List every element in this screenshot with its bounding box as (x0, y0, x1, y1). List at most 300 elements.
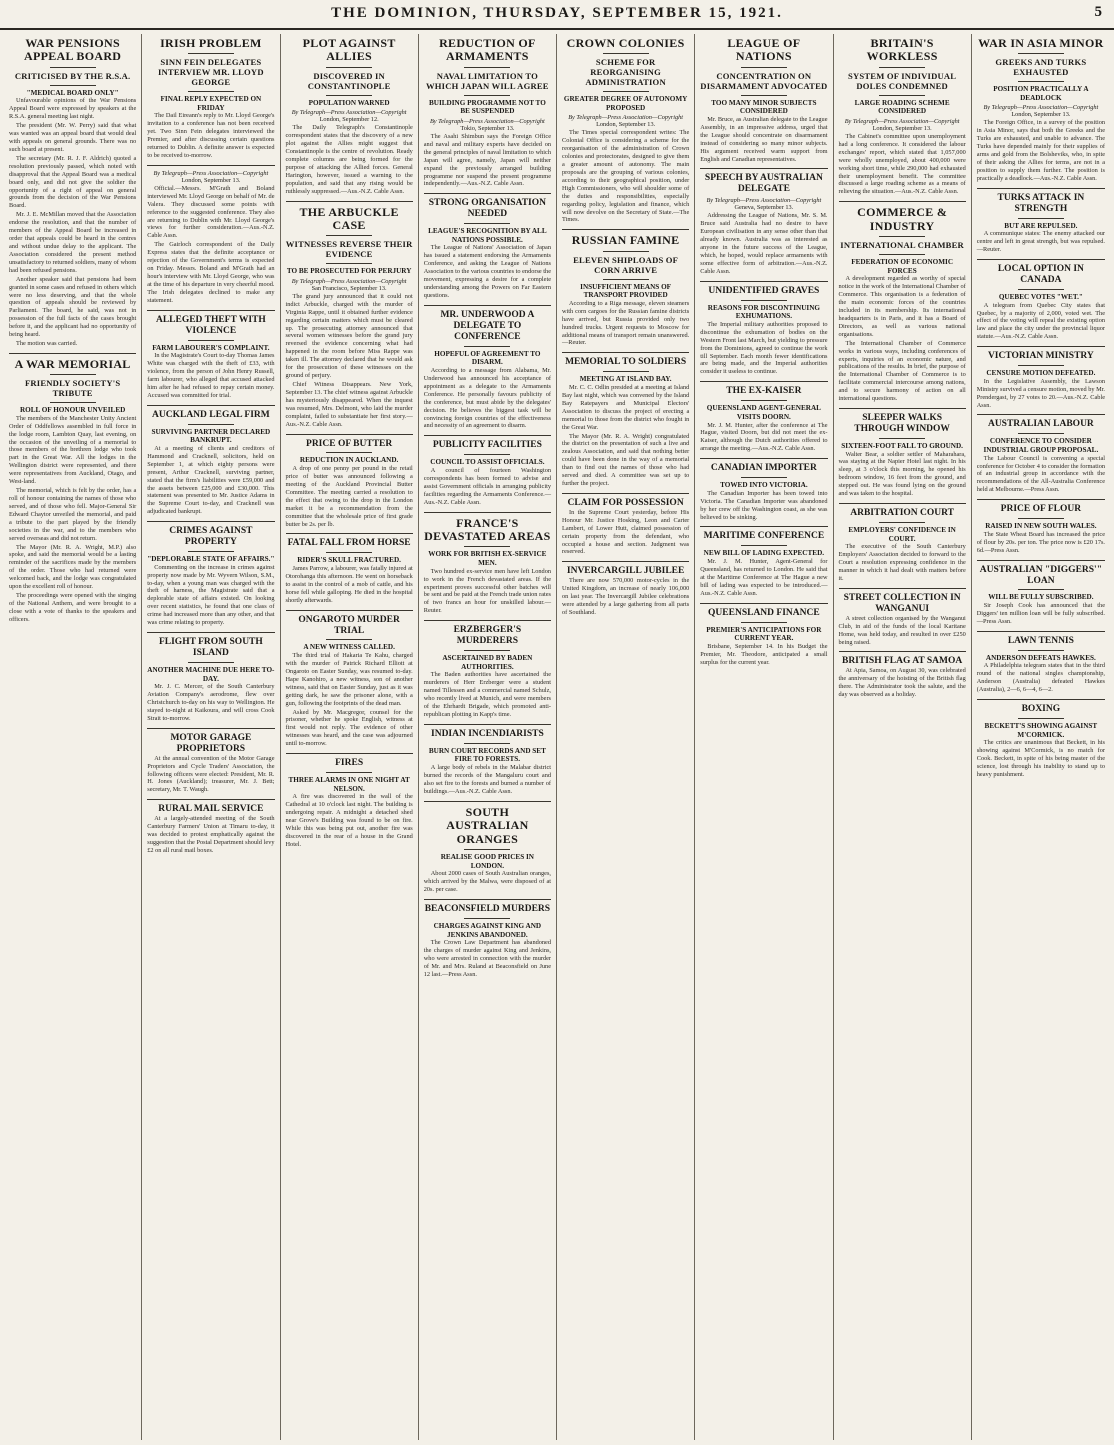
article-divider (286, 753, 413, 754)
headline-rule (741, 67, 787, 68)
headline-rule (741, 477, 787, 478)
article-divider (286, 434, 413, 435)
article (562, 229, 689, 347)
news-column-6 (695, 34, 833, 1440)
article-subheading: LAWN TENNIS (1007, 635, 1074, 646)
article-deck: TOO MANY MINOR SUBJECTS CONSIDERED (711, 98, 817, 116)
article-subheading: CONCENTRATION ON DISARMAMENT ADVOCATED (700, 70, 828, 91)
article-subheading: PRICE OF FLOUR (1000, 504, 1082, 515)
headline-rule (188, 551, 234, 552)
article (286, 533, 413, 604)
headline-rule (464, 849, 510, 850)
article-paragraph: At the annual convention of the Motor Garage Proprietors and Cycle Traders' Association, the following officers were elected: President, Mr. R. H. Jones (Auckland); treasurer, Mr. J. Bett; secretary, Mr. T. Waugh. (147, 754, 275, 794)
article-divider (424, 305, 551, 306)
article-deck: QUEBEC VOTES "WET." (998, 292, 1083, 301)
article-deck: CENSURE MOTION DEFEATED. (986, 369, 1096, 378)
headline-rule (1018, 365, 1064, 366)
article-divider (700, 526, 827, 527)
article-paragraph: Sir Joseph Cook has announced that the Diggers' ten million loan will be fully subscribed.—Press Assn. (976, 602, 1105, 625)
article-paragraph: A drop of one penny per pound in the retail price of butter was announced following a meeting of the Auckland Provincial Butter Committee. The meeting carried a resolution to the effect that owing to the drop in the London market it be a recommendation from the committee that the wholesale price of first grade butter be 2s. per lb. (285, 465, 413, 528)
article (700, 281, 827, 377)
headline-rule (326, 263, 372, 264)
article-subheading: BRITISH FLAG AT SAMOA (841, 656, 963, 667)
article-paragraph: Mr. C. C. Odlin presided at a meeting at Island Bay last night, which was convened by the Island Bay Ratepayers and Municipal Electors' Association to discuss the project of erecting a memorial to those from the district who fought in the Great War. (562, 383, 690, 431)
article (839, 408, 966, 498)
article-divider (839, 201, 966, 202)
article-paragraph: The Foreign Office, in a survey of the position in Asia Minor, says that both the Greeks and the Turks are exhausted, and unable to advance. The Turks have depended mainly for their supplies of arms and gold from the Bolsheviks, who, in spite of their asking the Allies for terms, are not in a position to supply them further. The position is practically a deadlock.—Aus.-N.Z. Cable Assn. (976, 119, 1105, 182)
article (562, 493, 689, 556)
headline-rule (188, 662, 234, 663)
article-paragraph: The proceedings were opened with the singing of the National Anthem, and were brought to a close with a vote of thanks to the speakers and officers. (9, 592, 137, 623)
article-subheading: STREET COLLECTION IN WANGANUI (843, 592, 961, 614)
news-column-3 (281, 34, 419, 1440)
article-divider (424, 724, 551, 725)
article (147, 728, 274, 794)
article-divider (700, 458, 827, 459)
article (977, 499, 1105, 554)
article (286, 610, 413, 749)
article-deck: EMPLOYERS' CONFIDENCE IN COURT. (848, 526, 956, 543)
article-subheading: RURAL MAIL SERVICE (158, 804, 264, 815)
article-subheading: CLAIM FOR POSSESSION (567, 497, 684, 508)
article-paragraph: A development regarded as worthy of special notice in the work of the International Chamber of Commerce. This organisation is a federation of the main economic forces of the countries included in its membership. Its international headquarters is in Paris, and it has a Board of Directors, as well as various national organisations. (838, 275, 966, 338)
article-divider (977, 259, 1105, 260)
article-deck: TO BE PROSECUTED FOR PERJURY (286, 267, 412, 276)
article-paragraph: Chief Witness Disappears. New York, September 13. The chief witness against Arbuckle has mysteriously disappeared. When the inquest was resumed, Mrs. Delmont, who laid the murder complaint, failed to substantiate her first story.—Aus.-N.Z. Cable Assn. (285, 380, 413, 428)
article (424, 37, 551, 188)
headline-rule (326, 67, 372, 68)
article-deck: TOWED INTO VICTORIA. (720, 481, 808, 490)
article-paragraph: A council of fourteen Washington correspondents has been formed to advise and assist Government officials in arranging publicity facilities regarding the Armaments Conference.—Aus.-N.Z. Cable Assn. (423, 466, 551, 506)
headline-rule (603, 53, 649, 54)
article-paragraph: A communique states: The enemy attacked our centre and left in great strength, but was repulsed.—Reuter. (976, 230, 1105, 254)
headline-rule (464, 454, 510, 455)
article-dateline: San Francisco, September 13. (311, 284, 387, 292)
article (977, 259, 1105, 341)
article-deck: BUT ARE REPULSED. (1004, 221, 1078, 230)
headline-rule (50, 374, 96, 375)
article-paragraph: Brisbane, September 14. In his Budget the Premier, Mr. Theodore, anticipated a small surplus for the current year. (700, 642, 828, 666)
article-divider (562, 352, 689, 353)
headline-rule (188, 91, 234, 92)
article-paragraph: The Dail Eireann's reply to Mr. Lloyd George's invitation to a conference has not been received yet. Two Sinn Fein delegates interviewed the Premier, and after discussing certain questions returned to Dublin. A definite answer is expected to be received to-morrow. (147, 112, 275, 159)
article-paragraph: Another speaker said that pensions had been granted in some cases and refused in others which were no less deserving, and that the whole question of appeals should be reviewed by Parliament. The board, he said, was not in possession of the full facts of the cases brought before it, and the applicant had no opportunity of being heard. (9, 275, 137, 339)
article (147, 799, 274, 855)
article-divider (562, 561, 689, 562)
news-column-2 (142, 34, 280, 1440)
article-headline: FRANCE'S DEVASTATED AREAS (424, 515, 551, 543)
newspaper-title: THE DOMINION, THURSDAY, SEPTEMBER 15, 1921. (331, 5, 783, 21)
article-divider (424, 620, 551, 621)
article-deck: PREMIER'S ANTICIPATIONS FOR CURRENT YEAR. (706, 625, 822, 643)
article (700, 37, 827, 163)
news-column-5 (557, 34, 695, 1440)
article-divider (839, 588, 966, 589)
article-deck: ROLL OF HONOUR UNVEILED (19, 406, 126, 415)
article-subheading: LOCAL OPTION IN CANADA (997, 264, 1084, 286)
article-paragraph: The Imperial military authorities proposed to discontinue the exhumation of bodies on the Western Front last March, but yielding to pressure from the Dominions, agreed to continue the work till September. Each month fewer identifications are being made, and the Imperial authorities consider it useless to continue. (700, 320, 828, 376)
article-deck: A NEW WITNESS CALLED. (303, 643, 395, 652)
article-deck: SURVIVING PARTNER DECLARED BANKRUPT. (151, 427, 271, 445)
article-dateline: Tokio, September 13. (460, 124, 515, 132)
article (147, 405, 274, 517)
article (147, 37, 274, 160)
article-deck: WILL BE FULLY SUBSCRIBED. (988, 593, 1094, 602)
article (562, 37, 689, 224)
article-divider (839, 408, 966, 409)
article-deck: POSITION PRACTICALLY A DEADLOCK (993, 85, 1089, 102)
article (147, 310, 274, 400)
headline-rule (464, 743, 510, 744)
article-paragraph: Mr. J. M. Hunter, after the conference at The Hague, visited Doorn, but did not meet the ex-Kaiser, although the Dutch authorities offered to arrange the meeting.—Aus.-N.Z. Cable Assn. (700, 421, 828, 453)
article-subheading: VICTORIAN MINISTRY (987, 351, 1094, 362)
article-paragraph: The State Wheat Board has increased the price of flour by 20s. per ton. The price now is £20 17s. 6d.—Press Assn. (976, 530, 1105, 554)
article-divider (700, 281, 827, 282)
article-divider (977, 560, 1105, 561)
article (286, 201, 413, 429)
article (700, 168, 827, 275)
article-paragraph: The Mayor (Mr. R. A. Wright) congratulated the district on the presentation of such a live and zealous Association, and said that nothing better could have been done in the way of a memorial than to find out the names of those who had served and died. A committee was set up to further the project. (562, 432, 690, 488)
article-dateline: London, September 13. (181, 176, 241, 184)
article-paragraph: The International Chamber of Commerce works in various ways, including conferences of experts, inquiries of an economic nature, and publications of the results. In brief, the purpose of the International Chamber of Commerce is to facilitate commercial intercourse among nations, and to secure harmony of action on all international questions. (838, 339, 966, 403)
article-deck: POPULATION WARNED (308, 98, 390, 107)
article-subheading: MEMORIAL TO SOLDIERS (565, 357, 687, 368)
article-headline: WAR IN ASIA MINOR (978, 36, 1104, 50)
article-divider (286, 533, 413, 534)
article-subheading: MOTOR GARAGE PROPRIETORS (170, 732, 252, 754)
article-subheading: ONGAROTO MURDER TRIAL (298, 614, 400, 636)
article-deck: RIDER'S SKULL FRACTURED. (297, 556, 401, 565)
article-deck: BECKETT'S SHOWING AGAINST M'CORMICK. (984, 722, 1098, 739)
article-deck: BUILDING PROGRAMME NOT TO BE SUSPENDED (428, 98, 546, 116)
article-deck: GREATER DEGREE OF AUTONOMY PROPOSED (563, 95, 688, 112)
article-paragraph: The League of Nations' Association of Japan has issued a statement endorsing the Armaments Conference, and asking the League of Nations Association to the various countries to endorse the movement, expressing a desire for a complete understanding among the Powers on Far Eastern questions. (423, 244, 551, 300)
article (424, 305, 551, 430)
article-deck: CHARGES AGAINST KING AND JENKINS ABANDONED. (433, 922, 542, 939)
article (424, 801, 551, 894)
article (977, 414, 1105, 494)
article-headline: CROWN COLONIES (566, 36, 685, 50)
article-byline: By Telegraph—Press Association—Copyright (568, 114, 684, 122)
article (286, 753, 413, 849)
article-paragraph: About 2000 cases of South Australian oranges, which arrived by the Malwa, were disposed of at 20s. per case. (423, 870, 551, 894)
article-subheading: INVERCARGILL JUBILEE (566, 566, 685, 577)
headline-rule (1018, 53, 1064, 54)
article-deck: LEAGUE'S RECOGNITION BY ALL NATIONS POSSIBLE. (428, 227, 547, 244)
news-column-4 (419, 34, 557, 1440)
article-paragraph: In the Legislative Assembly, the Lawson Ministry survived a censure motion, moved by Mr. Prendergast, by 27 votes to 20.—Aus.-N.Z. Cable Assn. (976, 377, 1105, 409)
article-paragraph: Mr. J. M. Hunter, Agent-General for Queensland, has returned to London. He said that at the Maritime Conference at The Hague a new bill of lading was expected to be introduced.—Aus.-N.Z. Cable Assn. (700, 558, 828, 597)
article-paragraph: At Apia, Samoa, on August 30, was celebrated the anniversary of the hoisting of the British flag there. The Administrator took the salute, and the day was observed as a holiday. (838, 667, 966, 699)
article (424, 899, 551, 979)
article-headline: SOUTH AUSTRALIAN ORANGES (446, 804, 529, 846)
article-paragraph: According to a Riga message, eleven steamers with corn cargoes for the Russian famine districts have arrived, but Russia provided only two hundred trucks. Urgent requests to Moscow for additional means of transport remain unanswered.—Reuter. (562, 299, 690, 347)
article-divider (562, 493, 689, 494)
article-paragraph: The Cabinet's committee upon unemployment had a long conference. It considered the labour exchanges' report, which stated that 1,057,000 were wholly unemployed, about 400,000 were working short time, while 290,000 had exhausted their unemployment benefit. The committee discussed a large roading scheme as a means of relieving the situation.—Aus.-N.Z. Cable Assn. (838, 132, 966, 196)
article-deck: BURN COURT RECORDS AND SET FIRE TO FORESTS. (428, 746, 546, 764)
headline-rule (1018, 218, 1064, 219)
article (977, 346, 1105, 409)
article-divider (700, 381, 827, 382)
headline-rule (464, 650, 510, 651)
headline-rule (326, 95, 372, 96)
article-paragraph: The grand jury announced that it could not indict Arbuckle, charged with the murder of Virginia Rappe, until it obtained further evidence regarding certain matters which must be cleared up. The prosecuting attorney announced that several women witnesses before the grand jury reversed the evidence concerning what had happened in the room before Miss Rappe was taken ill. The attorney declared that he would ask for the prosecution of these witnesses on the ground of perjury. (285, 292, 413, 380)
article (977, 631, 1105, 694)
headline-rule (50, 402, 96, 403)
article-deck: FINAL REPLY EXPECTED ON FRIDAY (160, 95, 262, 112)
headline-rule (326, 235, 372, 236)
article-subheading: BEACONSFIELD MURDERS (424, 904, 551, 915)
article-divider (977, 346, 1105, 347)
article-subheading: AUSTRALIAN "DIGGERS'" LOAN (979, 564, 1102, 586)
article-byline: By Telegraph—Press Association—Copyright (429, 117, 545, 125)
article-subheading: TURKS ATTACK IN STRENGTH (997, 192, 1085, 214)
headline-rule (741, 400, 787, 401)
article-subheading: STRONG ORGANISATION NEEDED (428, 198, 547, 220)
article-deck: RAISED IN NEW SOUTH WALES. (985, 522, 1097, 531)
article (977, 188, 1105, 254)
article-subheading: ELEVEN SHIPLOADS OF CORN ARRIVE (573, 254, 679, 275)
headline-rule (464, 346, 510, 347)
article (839, 201, 966, 403)
article-byline: By Telegraph—Press Association—Copyright (706, 197, 822, 205)
article-paragraph: The executive of the South Canterbury Employers' Association decided to forward to the Court a resolution expressing confidence in the manner in which it had dealt with matters before it. (838, 543, 966, 582)
headline-rule (1018, 518, 1064, 519)
article-deck: REDUCTION IN AUCKLAND. (299, 456, 399, 465)
article-paragraph: Walter Bear, a soldier settler of Maharahara, was staying at the Napier Hotel last night. In his sleep, at 3 o'clock this morning, he opened his bedroom window, 16 feet from the ground, and stepped out. He was found lying on the ground and was taken to the hospital. (838, 450, 966, 498)
article-paragraph: A large body of rebels in the Malabar district burned the records of the Mangaluru court and also set fire to the forests and burned a number of buildings.—Aus.-N.Z. Cable Assn. (423, 764, 551, 795)
article-paragraph: A telegram from Quebec City states that Quebec, by a majority of 2,000, voted wet. The effect of the voting will repeal the existing option law and place the city under the provincial liquor statute.—Aus.-N.Z. Cable Assn. (976, 301, 1105, 341)
headline-rule (603, 279, 649, 280)
article-subheading: PRICE OF BUTTER (306, 438, 393, 449)
article-divider (147, 521, 274, 522)
article-deck: ASCERTAINED BY BADEN AUTHORITIES. (442, 654, 533, 671)
headline-rule (50, 67, 96, 68)
article-subheading: UNIDENTIFIED GRAVES (708, 285, 820, 296)
article-divider (424, 193, 551, 194)
article-deck: CONFERENCE TO CONSIDER INDUSTRIAL GROUP PROPOSAL. (983, 437, 1099, 454)
article-divider (700, 603, 827, 604)
article-divider (424, 435, 551, 436)
article-subheading: SLEEPER WALKS THROUGH WINDOW (854, 413, 950, 434)
article-subheading: DISCOVERED IN CONSTANTINOPLE (307, 70, 391, 91)
article-subheading: CANADIAN IMPORTER (710, 463, 817, 474)
article-deck: NEW BILL OF LADING EXPECTED. (703, 549, 825, 558)
article-subheading: CRIMES AGAINST PROPERTY (169, 526, 253, 548)
article-divider (147, 632, 274, 633)
article-subheading: SCHEME FOR REORGANISING ADMINISTRATION (585, 57, 666, 88)
headline-rule (188, 340, 234, 341)
article-subheading: ALLEGED THEFT WITH VIOLENCE (155, 314, 266, 336)
headline-rule (1018, 650, 1064, 651)
article-paragraph: In the Magistrate's Court to-day Thomas James White was charged with the theft of £33, with violence, from the person of John Henry Russell, farm labourer, who alleged that accused attacked him after he had refused to repay certain money. Accused was committed for trial. (147, 352, 275, 399)
article-paragraph: Two hundred ex-service men have left London to work in the French devastated areas. If the experiment proves successful other batches will be sent and be paid at the French trade union rates of two francs an hour for unskilled labour.—Reuter. (423, 567, 551, 615)
article (700, 381, 827, 453)
article-subheading: FATAL FALL FROM HORSE (287, 538, 411, 549)
headline-rule (879, 236, 925, 237)
article-subheading: INDIAN INCENDIARISTS (431, 728, 544, 739)
article (839, 37, 966, 196)
article (147, 521, 274, 627)
headline-rule (1018, 718, 1064, 719)
article-deck: COUNCIL TO ASSIST OFFICIALS. (430, 458, 545, 467)
article-paragraph: A fire was discovered in the wall of the Cathedral at 10 o'clock last night. The building is undergoing repair. A midnight a detached shed near Grove's Building was found to be on fire. While this was being put out, another fire was discovered in the rear of a house in the Grand Hotel. (285, 793, 413, 848)
article (700, 603, 827, 667)
headline-rule (603, 251, 649, 252)
article-subheading: SYSTEM OF INDIVIDUAL DOLES CONDEMNED (847, 70, 957, 91)
headline-rule (741, 622, 787, 623)
article (977, 37, 1105, 183)
article (9, 353, 136, 624)
article-subheading: AUCKLAND LEGAL FIRM (152, 409, 270, 420)
article-subheading: GREEKS AND TURKS EXHAUSTED (995, 57, 1087, 78)
article-paragraph: Mr. J. E. McMillan moved that the Association endorse the resolution, and that the number of members of the Appeal Board be increased in order that appeals could be heard in the centres and without undue delay to the applicant. The Association considered the present method unsatisfactory to returned soldiers, many of whom had been refused pensions. (9, 211, 137, 274)
article-subheading: CRITICISED BY THE R.S.A. (14, 70, 131, 81)
article-headline: BRITAIN'S WORKLESS (866, 36, 938, 64)
article-subheading: BOXING (1021, 704, 1061, 715)
article-paragraph: In the Supreme Court yesterday, before His Honour Mr. Justice Hosking, Leon and Carter Lambert, of Lower Hutt, claimed possession of certain property from the defendant, who occupied a house and section. Judgment was reserved. (562, 508, 690, 556)
article-paragraph: At a largely-attended meeting of the South Canterbury Farmers' Union at Timaru to-day, it was decided to protest emphatically against the suggestion that the Postal Department should levy £2 on all rural mail boxes. (147, 815, 275, 854)
article-headline: PLOT AGAINST ALLIES (302, 36, 396, 64)
article-headline: RUSSIAN FAMINE (571, 233, 680, 248)
article-paragraph: The president (Mr. W. Perry) said that what was wanted was an appeal board that would deal with appeals on general grounds. There was no such board at present. (9, 122, 137, 153)
headline-rule (1018, 289, 1064, 290)
article-deck: MEETING AT ISLAND BAY. (579, 375, 672, 384)
article-paragraph: The Gairloch correspondent of the Daily Express states that the definite acceptance or rejection of the Government's terms is expected on Friday. Messrs. Boland and M'Grath had an hour's interview with Mr. Lloyd George, who was at the time of his departure in very cheerful mood. The Irish delegates declined to make any statement. (147, 241, 275, 304)
headline-rule (1018, 589, 1064, 590)
article-byline: By Telegraph—Press Association—Copyright (844, 117, 960, 125)
article-divider (424, 801, 551, 802)
article-divider (424, 512, 551, 513)
article-subheading: ERZBERGER'S MURDERERS (453, 625, 522, 647)
article-headline: IRISH PROBLEM (160, 36, 262, 50)
headline-rule (741, 300, 787, 301)
article (9, 37, 136, 348)
article-subheading: FIRES (335, 758, 364, 769)
article-deck: FARM LABOURER'S COMPLAINT. (152, 343, 270, 352)
headline-rule (879, 67, 925, 68)
article (839, 503, 966, 583)
article-subheading: AUSTRALIAN LABOUR (987, 419, 1094, 430)
headline-rule (464, 67, 510, 68)
article-byline: By Telegraph—Press Association—Copyright (983, 104, 1099, 112)
article-divider (839, 503, 966, 504)
article (562, 352, 689, 488)
article-dateline: London, September 13. (1011, 111, 1071, 119)
article-headline: REDUCTION OF ARMAMENTS (439, 36, 536, 64)
article-paragraph: Official.—Messrs. M'Grath and Boland interviewed Mr. Lloyd George on behalf of Mr. de Valera. They discussed some points with reference to the suggested conference. They also are returning to Dublin with Mr. Lloyd George's views for further consideration.—Aus.-N.Z. Cable Assn. (147, 184, 275, 240)
article-paragraph: The Crown Law Department has abandoned the charges of murder against King and Jenkins, who were arrested in connection with the murder of Mr. and Mrs. Ruland at Beaconsfield on June 12 last.—Press Assn. (423, 939, 551, 979)
article-dateline: London, September 12. (319, 116, 379, 124)
headline-rule (1018, 81, 1064, 82)
article-subheading: PUBLICITY FACILITIES (432, 440, 542, 451)
article-divider (977, 499, 1105, 500)
article (424, 435, 551, 506)
article-paragraph: The Asahi Shimbun says the Foreign Office and naval and military experts have decided on the general principles of naval limitation to which Japan will agree, namely, Japan will neither expand the previously arranged building programme nor suspend the present programme independently.—Aus.-N.Z. Cable Assn. (423, 132, 551, 188)
article-deck: INSUFFICIENT MEANS OF TRANSPORT PROVIDED (580, 282, 672, 300)
article-paragraph: The Mayor (Mr. R. A. Wright, M.P.) also spoke, and said the memorial would be a lasting reminder of the sacrifices made by the members of the order. Those who had returned were welcomed back, and the lodge was congratulated upon the excellent roll of honour. (9, 543, 137, 591)
headline-rule (326, 552, 372, 553)
headline-rule (741, 545, 787, 546)
article (562, 561, 689, 617)
article-deck: REALISE GOOD PRICES IN LONDON. (440, 853, 534, 870)
article (700, 526, 827, 597)
article-paragraph: Unfavourable opinions of the War Pensions Appeal Board were expressed by speakers at the R.S.A. general meeting last night. (9, 97, 137, 121)
article-paragraph: The Canadian Importer has been towed into Victoria. The Canadian Importer was abandoned by her crew off the Washington coast, as she was believed to be sinking. (700, 489, 828, 521)
article-byline: By Telegraph—Press Association—Copyright (291, 109, 407, 117)
headline-rule (464, 223, 510, 224)
article-paragraph: The third trial of Hakaria Te Kahu, charged with the murder of Patrick Richard Elliott at Ongaroto on Easter Sunday, was resumed to-day. Hape Kanohiro, a new witness, son of another witness, said that on Easter Sunday, just as it was getting dark, he saw the prisoner alone, with a gun, following the footprints of the dead man. (285, 652, 413, 707)
news-column-7 (834, 34, 972, 1440)
article-paragraph: Mr. Bruce, as Australian delegate to the League Assembly, in an impressive address, urged that the League should concentrate on disarmament instead of considering so many minor subjects. His argument received warm support from English and Canadian representatives. (700, 115, 828, 163)
article (977, 699, 1105, 779)
headline-rule (188, 424, 234, 425)
article-paragraph: The members of the Manchester Unity Ancient Order of Oddfellows assembled in full force in the lodge room, Lambton Quay, last evening, on the occasion of the unveiling of a memorial to those members of the brethren lodge who took part in the Great War. All the lodges in the Wellington district were represented, and there were representatives from Auckland, Otago, and West-land. (9, 414, 137, 486)
headline-rule (188, 53, 234, 54)
headline-rule (464, 95, 510, 96)
article-paragraph: The memorial, which is felt by the order, has a roll of honour containing the names of those who served, and of those who fell. Major-General Sir Edward Chaytor unveiled the memorial, and paid a tribute to the part played by the friendly societies in the war, and to the members who served overseas and did not return. (9, 487, 137, 542)
headline-rule (741, 95, 787, 96)
article-paragraph: Commenting on the increase in crimes against property now made by Mr. Wyvern Wilson, S.M., to-day, when a young man was charged with the theft of harness, the Magistrate said that a deplorable state of affairs existed. On looking over recent statistics, he found that one class of crime had increased more than any other, and that was crime relating to property. (147, 563, 275, 627)
article-subheading: MR. UNDERWOOD A DELEGATE TO CONFERENCE (440, 309, 535, 342)
article-divider (286, 201, 413, 202)
article-divider (977, 414, 1105, 415)
article-divider (562, 229, 689, 230)
article-deck: SIXTEEN-FOOT FALL TO GROUND. (841, 441, 963, 450)
headline-rule (879, 254, 925, 255)
article-deck: ANOTHER MACHINE DUE HERE TO-DAY. (147, 665, 275, 683)
article-byline: By Telegraph—Press Association—Copyright (153, 169, 269, 177)
article-subheading: FRIENDLY SOCIETY'S TRIBUTE (24, 378, 121, 399)
article-paragraph: The Daily Telegraph's Constantinople correspondent states that the discovery of a new plot against the Allies might suggest that Constantinople is the centre of revolution. Ready complete columns are being formed for the purpose of attacking the Allied forces. General Harington, however, issued a warning to the population, and said that any rising would be ruthlessly suppressed.—Aus.-N.Z. Cable Assn. (285, 124, 413, 195)
article-subheading: FLIGHT FROM SOUTH ISLAND (158, 637, 263, 658)
article (700, 458, 827, 521)
article-subheading: THE EX-KAISER (726, 386, 802, 397)
article-deck: QUEENSLAND AGENT-GENERAL VISITS DOORN. (706, 404, 821, 421)
article-dateline: London, September 13. (596, 121, 656, 129)
article-divider (147, 165, 274, 166)
article-dateline: Geneva, September 13. (734, 204, 794, 212)
headline-rule (464, 918, 510, 919)
article (839, 588, 966, 647)
article-dateline: London, September 13. (872, 124, 932, 132)
article-subheading: SPEECH BY AUSTRALIAN DELEGATE (704, 173, 823, 195)
article-divider (700, 168, 827, 169)
headline-rule (879, 438, 925, 439)
article-paragraph: The critics are unanimous that Beckett, in his showing against M'Cormick, is no match for Cook. Beckett, in spite of his being master of the science, lost through his inability to stand up to heavy punishment. (976, 739, 1105, 778)
article-subheading: INTERNATIONAL CHAMBER (840, 240, 964, 251)
article-divider (977, 699, 1105, 700)
article-headline: A WAR MEMORIAL (14, 356, 131, 371)
article-deck: "DEPLORABLE STATE OF AFFAIRS." (147, 555, 275, 564)
article-paragraph: The Times special correspondent writes: The Colonial Office is considering a scheme for the reorganisation of the administration of Crown colonies and protectorates, designed to give them a greater amount of autonomy. The main proposals are the grouping of various colonies, according to their geographical position, under High Commissioners, who will shoulder some of the duties and responsibilities, especially regarding policy, legislation and finance, which will now devolve on the Secretary of State.—The Times. (562, 129, 690, 224)
article-subheading: SINN FEIN DELEGATES INTERVIEW MR. LLOYD GEORGE (157, 57, 264, 88)
headline-rule (50, 85, 96, 86)
article (424, 193, 551, 300)
article (286, 37, 413, 196)
headline-rule (603, 371, 649, 372)
article-subheading: ARBITRATION COURT (850, 508, 954, 519)
headline-rule (464, 546, 510, 547)
article-subheading: MARITIME CONFERENCE (703, 531, 825, 542)
article (147, 632, 274, 723)
article-divider (424, 899, 551, 900)
article-headline: LEAGUE OF NATIONS (727, 36, 801, 64)
news-column-8 (972, 34, 1110, 1440)
article-deck: FEDERATION OF ECONOMIC FORCES (851, 258, 954, 275)
article-deck: THREE ALARMS IN ONE NIGHT AT NELSON. (288, 776, 410, 793)
article (286, 434, 413, 529)
